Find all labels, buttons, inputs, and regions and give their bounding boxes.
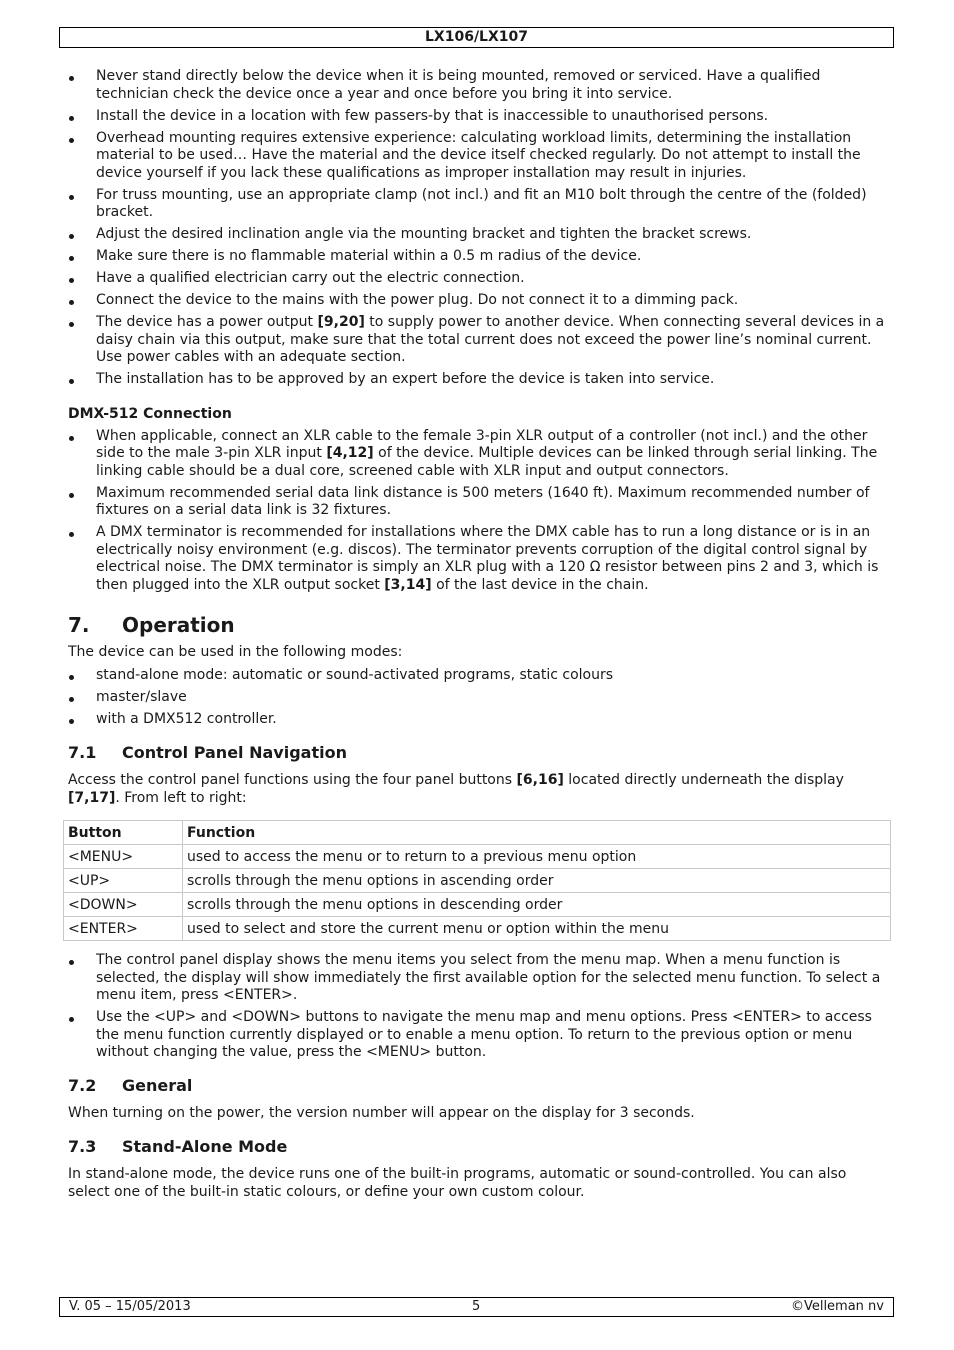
table-header-button: Button: [64, 821, 183, 845]
install-bullet-list: [68, 68, 886, 389]
section-title: General: [122, 1075, 193, 1095]
section-7-1-heading: [68, 743, 886, 763]
list-item: master/slave: [68, 689, 886, 707]
text-run: Make sure there is no flammable material within a 0.5 m radius of the device.: [96, 248, 642, 264]
operation-heading: [68, 612, 886, 638]
page-content: [68, 68, 886, 1201]
table-cell-button: <DOWN>: [64, 893, 183, 917]
list-item: [68, 187, 886, 222]
dmx-heading: DMX-512 Connection: [68, 405, 232, 422]
section-7-2-text: When turning on the power, the version number will appear on the display for 3 seconds.: [68, 1104, 695, 1121]
table-cell-button: <ENTER>: [64, 917, 183, 941]
text-run: Install the device in a location with few passers-by that is inaccessible to unauthorised persons.: [96, 107, 769, 124]
chapter-title: Operation: [122, 613, 235, 637]
bold-reference: [7,17]: [68, 789, 116, 806]
table-header-row: [64, 821, 891, 845]
list-item: [68, 485, 886, 520]
operation-intro: The device can be used in the following modes:: [68, 644, 403, 660]
dmx-bullet-list: [68, 428, 886, 595]
footer-company: ©Velleman nv: [790, 1299, 884, 1314]
table-cell-button: <UP>: [64, 869, 183, 893]
section-7-2-heading: [68, 1076, 886, 1096]
section-7-3-text: In stand-alone mode, the device runs one of the built-in programs, automatic or sound-controlled. You can also select one of the built-in static colours, or define your own custom colour.: [68, 1166, 847, 1200]
bold-reference: [4,12]: [326, 445, 374, 461]
list-item: [68, 270, 886, 288]
list-item: [68, 371, 886, 389]
list-item: [68, 428, 886, 481]
list-item: [68, 108, 886, 126]
table-row: [64, 893, 891, 917]
text-run: . From left to right:: [115, 789, 247, 806]
text-run: The device has a power output: [96, 314, 318, 330]
text-run: Never stand directly below the device when it is being mounted, removed or serviced. Have a qualified technician check the device once a year and once before you bring it into service.: [96, 68, 821, 102]
list-item: with a DMX512 controller.: [68, 711, 886, 729]
table-cell-function: scrolls through the menu options in descending order: [183, 893, 891, 917]
list-item: [68, 68, 886, 103]
text-run: A DMX terminator is recommended for installations where the DMX cable has to run a long distance or is in an electrically noisy environment (e.g. discos). The terminator prevents corruption of the digital control signal by electrical noise. The DMX terminator is simply an XLR plug with a 120 Ω resistor between pins 2 and 3, which is then plugged into the XLR output socket: [96, 524, 879, 593]
text-run: Connect the device to the mains with the power plug. Do not connect it to a dimming pack.: [96, 292, 739, 308]
mode-bullet-list: [68, 667, 886, 729]
text-run: Use the <UP> and <DOWN> buttons to navigate the menu map and menu options. Press <ENTER> to access the menu function currently displayed or to enable a menu option. To return to the previous option or menu without changing the value, press the <MENU> button.: [96, 1009, 872, 1060]
table-cell-function: used to select and store the current menu or option within the menu: [183, 917, 891, 941]
button-function-table: [63, 820, 891, 941]
section-number: 7.3: [68, 1137, 97, 1156]
text-run: For truss mounting, use an appropriate clamp (not incl.) and fit an M10 bolt through the centre of the (folded) bracket.: [96, 186, 867, 220]
text-run: Adjust the desired inclination angle via the mounting bracket and tighten the bracket screws.: [96, 226, 752, 242]
list-item: [68, 952, 886, 1005]
bold-reference: [9,20]: [317, 314, 365, 330]
table-cell-button: <MENU>: [64, 845, 183, 869]
list-item: [68, 314, 886, 367]
section-title: Control Panel Navigation: [122, 743, 347, 762]
text-run: Maximum recommended serial data link distance is 500 meters (1640 ft). Maximum recommended number of fixtures on a serial data link is 32 fixtures.: [96, 484, 870, 518]
table-cell-function: scrolls through the menu options in ascending order: [183, 869, 891, 893]
section-number: 7.2: [68, 1075, 97, 1095]
table-row: [64, 845, 891, 869]
section-title: Stand-Alone Mode: [122, 1137, 288, 1156]
text-run: to supply power to another device. When connecting several devices in a daisy chain via this output, make sure that the total current does not exceed the power line’s nominal current. Use power cables with an adequate section.: [96, 314, 885, 365]
table-cell-function: used to access the menu or to return to a previous menu option: [183, 845, 891, 869]
text-run: Have a qualified electrician carry out the electric connection.: [96, 270, 525, 286]
text-run: of the device. Multiple devices can be linked through serial linking. The linking cable should be a dual core, screened cable with XLR input and output connectors.: [96, 445, 878, 479]
list-item: [68, 226, 886, 244]
page-footer: [59, 1297, 894, 1317]
footer-page-number: 5: [472, 1299, 481, 1314]
table-row: [64, 917, 891, 941]
bold-reference: [6,16]: [516, 772, 564, 788]
text-run: located directly underneath the display: [563, 772, 844, 788]
list-item: [68, 130, 886, 183]
text-run: of the last device in the chain.: [431, 576, 649, 593]
text-run: Overhead mounting requires extensive experience: calculating workload limits, determining the installation material to be used… Have the material and the device itself checked regularly. Do not attempt to install the device yourself if you lack these qualifications as improper installation may result in injuries.: [96, 129, 861, 181]
list-item: [68, 1009, 886, 1062]
text-run: Access the control panel functions using the four panel buttons: [68, 772, 517, 788]
list-item: stand-alone mode: automatic or sound-activated programs, static colours: [68, 667, 886, 685]
text-run: When applicable, connect an XLR cable to the female 3-pin XLR output of a controller (not incl.) and the other side to the male 3-pin XLR input: [96, 427, 868, 461]
page-header: [59, 27, 894, 48]
footer-version: V. 05 – 15/05/2013: [69, 1299, 191, 1314]
table-row: [64, 869, 891, 893]
table-header-function: Function: [183, 821, 891, 845]
text-run: The installation has to be approved by an expert before the device is taken into service.: [96, 371, 715, 387]
header-title: LX106/LX107: [425, 29, 528, 45]
list-item: [68, 248, 886, 266]
bold-reference: [3,14]: [384, 576, 432, 593]
section-7-1-intro: [68, 772, 886, 807]
section-number: 7.1: [68, 743, 97, 762]
list-item: [68, 292, 886, 310]
panel-bullet-list: [68, 952, 886, 1062]
list-item: [68, 524, 886, 594]
text-run: The control panel display shows the menu items you select from the menu map. When a menu function is selected, the display will show immediately the first available option for the selected menu function. To select a menu item, press <ENTER>.: [96, 952, 881, 1003]
chapter-number: 7.: [68, 613, 90, 637]
table-body: [64, 845, 891, 941]
section-7-3-heading: [68, 1137, 886, 1157]
